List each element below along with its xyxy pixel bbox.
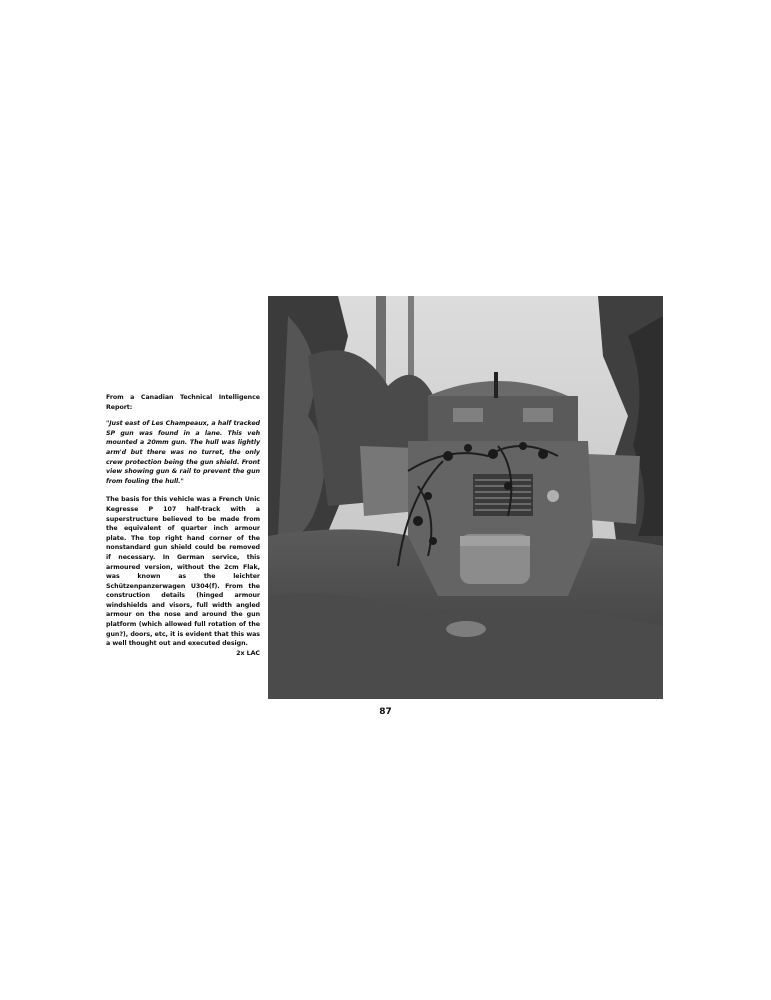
caption-body: The basis for this vehicle was a French Unic Kegresse P 107 half-track with a superstructure believed to be made from the equivalent of quarter inch armour plate. The top right hand corner of the nonstandard gun shield could be removed if necessary. In German service, this armoured version, without the 2cm Flak, was known as the leichter Schützenpanzerwagen U304(f). From the construction details (hinged armour windshields and visors, full width angled armour on the nose and around the gun platform (which allowed full rotation of the gun?), doors, etc, it is evident that this was a well thought out and executed design.: [106, 496, 260, 648]
page-number: 87: [379, 707, 392, 717]
caption-title: From a Canadian Technical Intelligence Report:: [106, 394, 260, 411]
photo-credit: 2x LAC: [236, 649, 260, 657]
caption-quote: "Just east of Les Champeaux, a half tracked SP gun was found in a lane. This veh mounted a 20mm gun. The hull was lightly arm'd but there was no turret, the only crew protection being the gun shield. Front view showing gun & rail to prevent the gun from fouling the hull.": [106, 420, 260, 485]
photo-caption: [106, 393, 260, 658]
half-track-photo-illustration: [268, 296, 663, 699]
half-track-photo: [268, 296, 663, 699]
